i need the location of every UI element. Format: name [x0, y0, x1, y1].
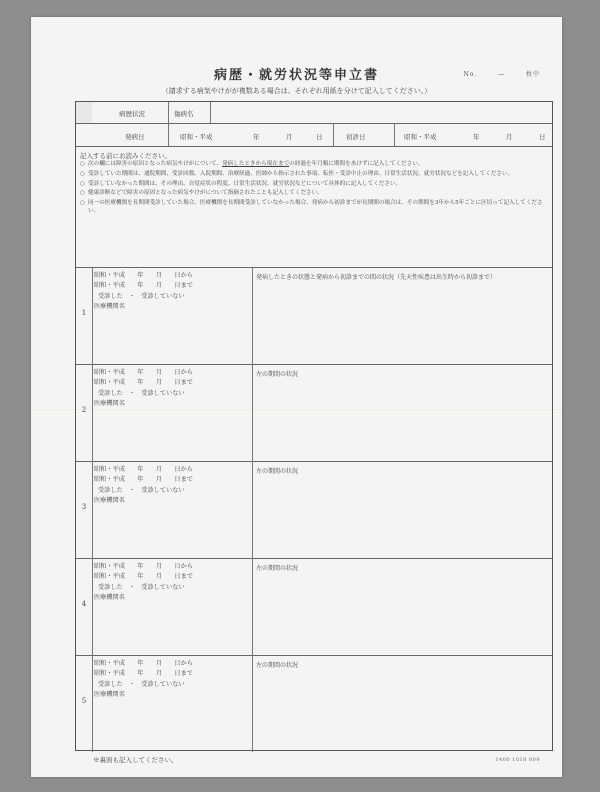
period-dates — [94, 659, 244, 701]
period-dates — [94, 465, 244, 507]
period-visit-line: 受診した ・ 受診していない — [98, 292, 185, 300]
medical-status-label: 病歴状況 — [119, 110, 145, 118]
first-visit-day-label: 日 — [539, 133, 546, 141]
period-to-line: 昭和・平成 年 月 日まで — [94, 282, 193, 290]
period-to-line: 昭和・平成 年 月 日まで — [94, 379, 193, 387]
period-institution-label: 医療機関名 — [94, 594, 125, 602]
onset-month-label: 月 — [286, 133, 293, 141]
period-number: 1 — [81, 309, 87, 317]
onset-year-label: 年 — [253, 133, 260, 141]
period-dates — [94, 562, 244, 604]
period-number: 2 — [81, 406, 87, 414]
period-status-label: 左の期間の状況 — [256, 371, 299, 378]
period-from-line: 昭和・平成 年 月 日から — [94, 369, 193, 376]
first-visit-era-label: 昭和・平成 — [404, 133, 437, 141]
onset-era-label: 昭和・平成 — [180, 133, 213, 141]
period-row — [76, 267, 554, 364]
form-table — [75, 101, 553, 751]
period-status-label: 左の期間の状況 — [256, 468, 299, 475]
period-to-line: 昭和・平成 年 月 日まで — [94, 670, 193, 678]
form-subtitle: （請求する病気やけがが複数ある場合は、それぞれ用紙を分けて記入してください。） — [161, 87, 432, 95]
page-no-label: No. — [463, 71, 478, 78]
first-visit-year-label: 年 — [473, 133, 480, 141]
period-status-label: 左の期間の状況 — [256, 662, 299, 669]
page-dash: — — [498, 71, 506, 78]
page-number — [463, 69, 540, 78]
period-from-line: 昭和・平成 年 月 日から — [94, 660, 193, 667]
instructions-list — [80, 161, 550, 218]
footer-note: ※裏面も記入してください。 — [93, 756, 178, 764]
instruction-item: ○ 健康診断などで障害の原因となった病気やけがについて指摘されたことも記入してください。 — [80, 190, 550, 198]
period-row — [76, 364, 554, 461]
disease-name-label: 傷病名 — [174, 110, 194, 118]
header-shade — [76, 102, 92, 123]
instruction-item: ○ 受診していなかった期間は、その理由、自覚症状の程度、日常生活状況、就労状況などについて具体的に記入してください。 — [80, 181, 550, 189]
period-institution-label: 医療機関名 — [94, 303, 125, 311]
period-visit-line: 受診した ・ 受診していない — [98, 389, 185, 397]
period-row — [76, 558, 554, 655]
onset-day-label: 日 — [316, 133, 323, 141]
first-visit-label: 初診日 — [346, 133, 366, 141]
period-from-line: 昭和・平成 年 月 日から — [94, 466, 193, 473]
period-visit-line: 受診した ・ 受診していない — [98, 486, 185, 494]
period-number: 3 — [81, 503, 87, 511]
period-to-line: 昭和・平成 年 月 日まで — [94, 476, 193, 484]
period-row — [76, 655, 554, 752]
period-row — [76, 461, 554, 558]
instruction-item: ○ 同一の医療機関を長期間受診していた場合、医療機関を長期間受診していなかった場合、発病から初診までが長期間の場合は、その期間を3年から5年ごとに区切って記入してください。 — [80, 200, 550, 216]
period-status-label: 左の期間の状況 — [256, 565, 299, 572]
period-dates — [94, 271, 244, 313]
instruction-item: ○ 次の欄には障害の原因となった病気やけがについて、発病したときから現在までの経過を年月順に期間をあけずに記入してください。 — [80, 161, 550, 169]
instructions-heading: 記入する前にお読みください。 — [80, 152, 171, 160]
page-sheet-label: 枚中 — [525, 71, 540, 78]
form-sheet — [31, 17, 562, 777]
form-code: 1400 1018 809 — [495, 757, 540, 763]
form-title: 病歴・就労状況等申立書 — [213, 68, 379, 83]
onset-date-label: 発病日 — [125, 133, 145, 141]
period-number: 4 — [81, 600, 87, 608]
period-from-line: 昭和・平成 年 月 日から — [94, 272, 193, 279]
period-institution-label: 医療機関名 — [94, 691, 125, 699]
period-institution-label: 医療機関名 — [94, 497, 125, 505]
period-institution-label: 医療機関名 — [94, 400, 125, 408]
period-status-label: 発病したときの状態と発病から初診までの間の状況（先天性疾患は出生時から初診まで） — [256, 274, 497, 281]
period-visit-line: 受診した ・ 受診していない — [98, 583, 185, 591]
first-visit-month-label: 月 — [506, 133, 513, 141]
instruction-item: ○ 受診していた期間は、通院期間、受診回数、入院期間、治療経過、医師から指示された事項、転医・受診中止の理由、日常生活状況、就労状況などを記入してください。 — [80, 171, 550, 179]
period-dates — [94, 368, 244, 410]
period-number: 5 — [81, 697, 87, 705]
period-to-line: 昭和・平成 年 月 日まで — [94, 573, 193, 581]
period-visit-line: 受診した ・ 受診していない — [98, 680, 185, 688]
period-from-line: 昭和・平成 年 月 日から — [94, 563, 193, 570]
